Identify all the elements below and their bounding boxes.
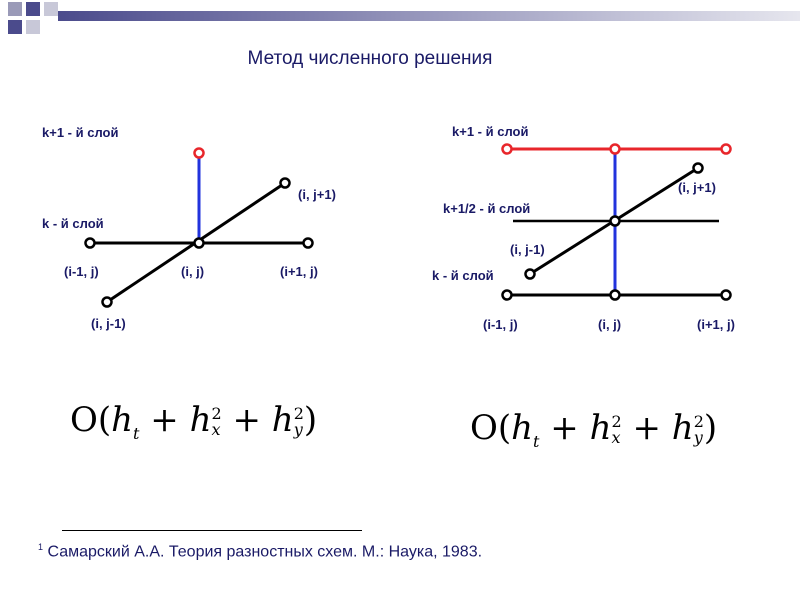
right-node-k1-center [611, 145, 620, 154]
formula-y-sup: 2 [693, 412, 704, 431]
left-node-k1 [195, 149, 204, 158]
footnote-mark: 1 [38, 542, 44, 552]
formula-ht: h [111, 400, 134, 440]
right-node-k1-left [503, 145, 512, 154]
left-label-ij: (i, j) [181, 264, 205, 279]
formula-y-sub: y [693, 428, 703, 447]
formula-hy: h [271, 400, 294, 440]
right-error-formula [470, 408, 717, 451]
left-node-im1j [86, 239, 95, 248]
left-node-ij [195, 239, 204, 248]
formula-plus: + [221, 400, 272, 440]
footnote-text: Самарский А.А. Теория разностных схем. М.: Наука, 1983. [43, 543, 483, 561]
formula-x-sub: x [211, 420, 221, 439]
formula-x-sup: 2 [211, 404, 222, 423]
formula-close: ) [303, 400, 318, 440]
formula-t-sub: t [133, 423, 140, 443]
left-label-k-layer: k - й слой [42, 216, 104, 231]
formula-y-sup: 2 [293, 404, 304, 423]
left-label-ijm1: (i, j-1) [91, 316, 126, 331]
right-node-ijp1 [694, 164, 703, 173]
right-node-k1-right [722, 145, 731, 154]
page-title: Метод численного решения [247, 48, 493, 69]
right-label-ip1j: (i+1, j) [697, 317, 735, 332]
right-label-ijm1: (i, j-1) [510, 242, 545, 257]
right-label-k-layer: k - й слой [432, 268, 494, 283]
footnote [38, 542, 482, 561]
left-label-ijp1: (i, j+1) [298, 187, 336, 202]
formula-close: ) [703, 408, 718, 448]
left-node-ip1j [304, 239, 313, 248]
formula-hx: h [589, 408, 612, 448]
formula-x-sup: 2 [611, 412, 622, 431]
formula-lead: O( [70, 400, 112, 440]
footnote-rule [62, 530, 362, 531]
right-node-ip1j [722, 291, 731, 300]
formula-hy: h [671, 408, 694, 448]
right-label-khalf-layer: k+1/2 - й слой [443, 201, 531, 216]
formula-ht: h [511, 408, 534, 448]
left-label-im1j: (i-1, j) [64, 264, 99, 279]
left-error-formula [70, 400, 317, 443]
formula-x-sub: x [611, 428, 621, 447]
left-node-ijm1 [103, 298, 112, 307]
formula-lead: O( [470, 408, 512, 448]
right-node-ij [611, 291, 620, 300]
right-label-ij: (i, j) [598, 317, 622, 332]
formula-plus: + [539, 408, 590, 448]
right-label-ijp1: (i, j+1) [678, 180, 716, 195]
right-stencil [503, 145, 731, 300]
formula-plus: + [139, 400, 190, 440]
formula-t-sub: t [533, 431, 540, 451]
left-label-ip1j: (i+1, j) [280, 264, 318, 279]
right-label-im1j: (i-1, j) [483, 317, 518, 332]
right-node-ijm1 [526, 270, 535, 279]
left-stencil [86, 149, 313, 307]
formula-hx: h [189, 400, 212, 440]
formula-y-sub: y [293, 420, 303, 439]
left-node-ijp1 [281, 179, 290, 188]
formula-plus: + [621, 408, 672, 448]
right-node-khalf-center [611, 217, 620, 226]
right-label-k1-layer: k+1 - й слой [452, 124, 529, 139]
left-label-k1-layer: k+1 - й слой [42, 125, 119, 140]
right-node-im1j [503, 291, 512, 300]
